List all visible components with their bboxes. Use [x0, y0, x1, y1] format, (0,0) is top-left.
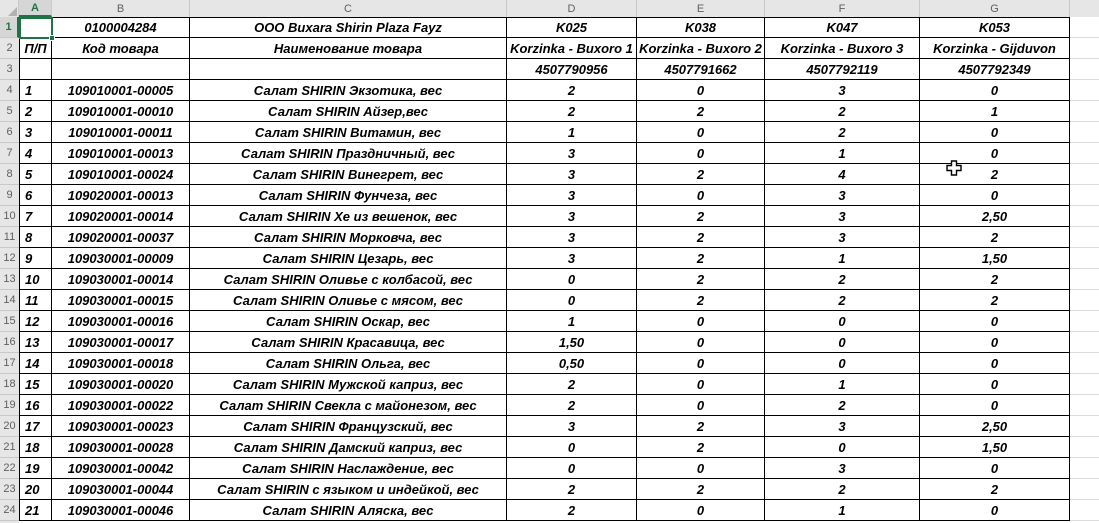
cell-G12[interactable]: 1,50 — [920, 248, 1070, 269]
cell-F24[interactable]: 1 — [765, 500, 920, 521]
cell-E7[interactable]: 0 — [637, 143, 765, 164]
row-header-15[interactable]: 15 — [0, 311, 19, 332]
row-header-17[interactable]: 17 — [0, 353, 19, 374]
cell-C5[interactable]: Салат SHIRIN Айзер,вес — [190, 101, 507, 122]
cell-G4[interactable]: 0 — [920, 80, 1070, 101]
cell-A12[interactable]: 9 — [19, 248, 52, 269]
cell-A10[interactable]: 7 — [19, 206, 52, 227]
cell-C18[interactable]: Салат SHIRIN Мужской каприз, вес — [190, 374, 507, 395]
cell-C19[interactable]: Салат SHIRIN Свекла с майонезом, вес — [190, 395, 507, 416]
cell-A21[interactable]: 18 — [19, 437, 52, 458]
cell-E2[interactable]: Korzinka - Buxoro 2 — [637, 38, 765, 59]
cell-F13[interactable]: 2 — [765, 269, 920, 290]
cell-F6[interactable]: 2 — [765, 122, 920, 143]
cell-G20[interactable]: 2,50 — [920, 416, 1070, 437]
cell-C21[interactable]: Салат SHIRIN Дамский каприз, вес — [190, 437, 507, 458]
cell-B17[interactable]: 109030001-00018 — [52, 353, 190, 374]
cell-G23[interactable]: 2 — [920, 479, 1070, 500]
cell-F8[interactable]: 4 — [765, 164, 920, 185]
cell-G1[interactable]: K053 — [920, 17, 1070, 38]
sheet-row-11 — [0, 227, 1099, 248]
cell-E20[interactable]: 2 — [637, 416, 765, 437]
row-header-9[interactable]: 9 — [0, 185, 19, 206]
cell-G22[interactable]: 0 — [920, 458, 1070, 479]
cell-D21[interactable]: 0 — [507, 437, 637, 458]
cell-D23[interactable]: 2 — [507, 479, 637, 500]
cell-D10[interactable]: 3 — [507, 206, 637, 227]
cell-F21[interactable]: 0 — [765, 437, 920, 458]
sheet-row-13 — [0, 269, 1099, 290]
cell-E13[interactable]: 2 — [637, 269, 765, 290]
sheet-grid — [0, 17, 1099, 523]
cell-F17[interactable]: 0 — [765, 353, 920, 374]
cell-A4[interactable]: 1 — [19, 80, 52, 101]
empty-gridline-area[interactable] — [1070, 101, 1099, 122]
empty-gridline-area[interactable] — [1070, 59, 1099, 80]
cell-A9[interactable]: 6 — [19, 185, 52, 206]
column-header-strip — [0, 0, 1099, 17]
cell-D3[interactable]: 4507790956 — [507, 59, 637, 80]
empty-gridline-area[interactable] — [1070, 227, 1099, 248]
row-header-16[interactable]: 16 — [0, 332, 19, 353]
cell-C20[interactable]: Салат SHIRIN Французский, вес — [190, 416, 507, 437]
column-header-F[interactable]: F — [765, 0, 920, 17]
cell-E14[interactable]: 2 — [637, 290, 765, 311]
cell-F5[interactable]: 2 — [765, 101, 920, 122]
cell-D18[interactable]: 2 — [507, 374, 637, 395]
cell-B1[interactable]: 0100004284 — [52, 17, 190, 38]
row-header-13[interactable]: 13 — [0, 269, 19, 290]
cell-F15[interactable]: 0 — [765, 311, 920, 332]
cell-E10[interactable]: 2 — [637, 206, 765, 227]
cell-G16[interactable]: 0 — [920, 332, 1070, 353]
column-header-B[interactable]: B — [52, 0, 190, 17]
sheet-row-24 — [0, 500, 1099, 521]
cell-B13[interactable]: 109030001-00014 — [52, 269, 190, 290]
cell-B12[interactable]: 109030001-00009 — [52, 248, 190, 269]
cell-D4[interactable]: 2 — [507, 80, 637, 101]
row-header-18[interactable]: 18 — [0, 374, 19, 395]
cell-A6[interactable]: 3 — [19, 122, 52, 143]
cell-C23[interactable]: Салат SHIRIN с языком и индейкой, вес — [190, 479, 507, 500]
cell-E5[interactable]: 2 — [637, 101, 765, 122]
cell-B16[interactable]: 109030001-00017 — [52, 332, 190, 353]
sheet-row-3 — [0, 59, 1099, 80]
row-header-12[interactable]: 12 — [0, 248, 19, 269]
cell-F1[interactable]: K047 — [765, 17, 920, 38]
empty-gridline-area[interactable] — [1070, 164, 1099, 185]
cell-D15[interactable]: 1 — [507, 311, 637, 332]
sheet-row-9 — [0, 185, 1099, 206]
cell-B11[interactable]: 109020001-00037 — [52, 227, 190, 248]
cell-B9[interactable]: 109020001-00013 — [52, 185, 190, 206]
empty-gridline-area[interactable] — [1070, 395, 1099, 416]
sheet-row-17 — [0, 353, 1099, 374]
cell-A11[interactable]: 8 — [19, 227, 52, 248]
sheet-row-15 — [0, 311, 1099, 332]
cell-C17[interactable]: Салат SHIRIN Ольга, вес — [190, 353, 507, 374]
cell-B22[interactable]: 109030001-00042 — [52, 458, 190, 479]
cell-A18[interactable]: 15 — [19, 374, 52, 395]
cell-F22[interactable]: 3 — [765, 458, 920, 479]
row-header-2[interactable]: 2 — [0, 38, 19, 59]
sheet-row-6 — [0, 122, 1099, 143]
cell-D9[interactable]: 3 — [507, 185, 637, 206]
cell-G15[interactable]: 0 — [920, 311, 1070, 332]
cell-B10[interactable]: 109020001-00014 — [52, 206, 190, 227]
row-header-23[interactable]: 23 — [0, 479, 19, 500]
cell-G19[interactable]: 0 — [920, 395, 1070, 416]
empty-gridline-area[interactable] — [1070, 269, 1099, 290]
sheet-row-2 — [0, 38, 1099, 59]
cell-B7[interactable]: 109010001-00013 — [52, 143, 190, 164]
cell-G9[interactable]: 0 — [920, 185, 1070, 206]
cell-C15[interactable]: Салат SHIRIN Оскар, вес — [190, 311, 507, 332]
empty-gridline-area[interactable] — [1070, 332, 1099, 353]
cell-D7[interactable]: 3 — [507, 143, 637, 164]
empty-gridline-area[interactable] — [1070, 38, 1099, 59]
sheet-row-12 — [0, 248, 1099, 269]
cell-C3[interactable] — [190, 59, 507, 80]
cell-F19[interactable]: 2 — [765, 395, 920, 416]
empty-gridline-area[interactable] — [1070, 206, 1099, 227]
cell-A19[interactable]: 16 — [19, 395, 52, 416]
column-header-A[interactable]: A — [19, 0, 52, 17]
cell-A20[interactable]: 17 — [19, 416, 52, 437]
cell-A24[interactable]: 21 — [19, 500, 52, 521]
empty-gridline-area[interactable] — [1070, 374, 1099, 395]
cell-A2[interactable]: П/П — [19, 38, 52, 59]
cell-F2[interactable]: Korzinka - Buxoro 3 — [765, 38, 920, 59]
cell-A16[interactable]: 13 — [19, 332, 52, 353]
select-all-triangle-icon — [8, 7, 17, 16]
row-header-1[interactable]: 1 — [0, 17, 19, 38]
cell-F3[interactable]: 4507792119 — [765, 59, 920, 80]
sheet-row-14 — [0, 290, 1099, 311]
cell-B2[interactable]: Код товара — [52, 38, 190, 59]
empty-gridline-area[interactable] — [1070, 143, 1099, 164]
cell-B8[interactable]: 109010001-00024 — [52, 164, 190, 185]
sheet-row-5 — [0, 101, 1099, 122]
row-header-4[interactable]: 4 — [0, 80, 19, 101]
cell-F7[interactable]: 1 — [765, 143, 920, 164]
cell-G5[interactable]: 1 — [920, 101, 1070, 122]
cell-B3[interactable] — [52, 59, 190, 80]
cell-F23[interactable]: 2 — [765, 479, 920, 500]
cell-C22[interactable]: Салат SHIRIN Наслаждение, вес — [190, 458, 507, 479]
cell-G18[interactable]: 0 — [920, 374, 1070, 395]
cell-C8[interactable]: Салат SHIRIN Винегрет, вес — [190, 164, 507, 185]
cell-D16[interactable]: 1,50 — [507, 332, 637, 353]
empty-gridline-area[interactable] — [1070, 353, 1099, 374]
cell-E11[interactable]: 2 — [637, 227, 765, 248]
cell-G6[interactable]: 0 — [920, 122, 1070, 143]
cell-F18[interactable]: 1 — [765, 374, 920, 395]
cell-B18[interactable]: 109030001-00020 — [52, 374, 190, 395]
cell-G7[interactable]: 0 — [920, 143, 1070, 164]
cell-B6[interactable]: 109010001-00011 — [52, 122, 190, 143]
cell-E12[interactable]: 2 — [637, 248, 765, 269]
cell-G11[interactable]: 2 — [920, 227, 1070, 248]
cell-D24[interactable]: 2 — [507, 500, 637, 521]
cell-A15[interactable]: 12 — [19, 311, 52, 332]
cell-D19[interactable]: 2 — [507, 395, 637, 416]
sheet-row-18 — [0, 374, 1099, 395]
sheet-row-16 — [0, 332, 1099, 353]
cell-E8[interactable]: 2 — [637, 164, 765, 185]
cell-C4[interactable]: Салат SHIRIN Экзотика, вес — [190, 80, 507, 101]
cell-C6[interactable]: Салат SHIRIN Витамин, вес — [190, 122, 507, 143]
empty-gridline-area[interactable] — [1070, 458, 1099, 479]
cell-A3[interactable] — [19, 59, 52, 80]
empty-gridline-area[interactable] — [1070, 80, 1099, 101]
sheet-row-1 — [0, 17, 1099, 38]
cell-B19[interactable]: 109030001-00022 — [52, 395, 190, 416]
cell-E18[interactable]: 0 — [637, 374, 765, 395]
cell-C1[interactable]: OOO Buxara Shirin Plaza Fayz — [190, 17, 507, 38]
cell-B15[interactable]: 109030001-00016 — [52, 311, 190, 332]
empty-gridline-area[interactable] — [1070, 479, 1099, 500]
select-all-button[interactable] — [0, 0, 19, 17]
sheet-row-19 — [0, 395, 1099, 416]
sheet-row-21 — [0, 437, 1099, 458]
cell-E9[interactable]: 0 — [637, 185, 765, 206]
row-header-20[interactable]: 20 — [0, 416, 19, 437]
sheet-row-10 — [0, 206, 1099, 227]
cell-D11[interactable]: 3 — [507, 227, 637, 248]
cell-E21[interactable]: 2 — [637, 437, 765, 458]
cell-A22[interactable]: 19 — [19, 458, 52, 479]
cell-F20[interactable]: 3 — [765, 416, 920, 437]
cell-C12[interactable]: Салат SHIRIN Цезарь, вес — [190, 248, 507, 269]
cell-A7[interactable]: 4 — [19, 143, 52, 164]
empty-gridline-area[interactable] — [1070, 311, 1099, 332]
cell-A14[interactable]: 11 — [19, 290, 52, 311]
cell-F12[interactable]: 1 — [765, 248, 920, 269]
row-header-22[interactable]: 22 — [0, 458, 19, 479]
cell-B14[interactable]: 109030001-00015 — [52, 290, 190, 311]
sheet-row-7 — [0, 143, 1099, 164]
cell-F10[interactable]: 3 — [765, 206, 920, 227]
cell-C24[interactable]: Салат SHIRIN Аляска, вес — [190, 500, 507, 521]
cell-E4[interactable]: 0 — [637, 80, 765, 101]
cell-C16[interactable]: Салат SHIRIN Красавица, вес — [190, 332, 507, 353]
cell-A8[interactable]: 5 — [19, 164, 52, 185]
empty-gridline-area[interactable] — [1070, 17, 1099, 38]
cell-G2[interactable]: Korzinka - Gijduvon — [920, 38, 1070, 59]
row-header-6[interactable]: 6 — [0, 122, 19, 143]
cell-G10[interactable]: 2,50 — [920, 206, 1070, 227]
cell-D1[interactable]: K025 — [507, 17, 637, 38]
row-header-21[interactable]: 21 — [0, 437, 19, 458]
cell-D17[interactable]: 0,50 — [507, 353, 637, 374]
row-header-7[interactable]: 7 — [0, 143, 19, 164]
cell-G21[interactable]: 1,50 — [920, 437, 1070, 458]
cell-C10[interactable]: Салат SHIRIN Хе из вешенок, вес — [190, 206, 507, 227]
sheet-row-4 — [0, 80, 1099, 101]
row-header-11[interactable]: 11 — [0, 227, 19, 248]
cell-G24[interactable]: 0 — [920, 500, 1070, 521]
empty-gridline-area[interactable] — [1070, 437, 1099, 458]
cell-D12[interactable]: 3 — [507, 248, 637, 269]
sheet-row-22 — [0, 458, 1099, 479]
cell-G13[interactable]: 2 — [920, 269, 1070, 290]
empty-gridline-area[interactable] — [1070, 185, 1099, 206]
cell-D5[interactable]: 2 — [507, 101, 637, 122]
empty-gridline-area[interactable] — [1070, 248, 1099, 269]
cell-D2[interactable]: Korzinka - Buxoro 1 — [507, 38, 637, 59]
column-header-C[interactable]: C — [190, 0, 507, 17]
cell-E16[interactable]: 0 — [637, 332, 765, 353]
cell-D14[interactable]: 0 — [507, 290, 637, 311]
column-header-E[interactable]: E — [637, 0, 765, 17]
empty-gridline-area[interactable] — [1070, 500, 1099, 521]
row-header-8[interactable]: 8 — [0, 164, 19, 185]
cell-F4[interactable]: 3 — [765, 80, 920, 101]
cell-G17[interactable]: 0 — [920, 353, 1070, 374]
cell-E3[interactable]: 4507791662 — [637, 59, 765, 80]
cell-C14[interactable]: Салат SHIRIN Оливье с мясом, вес — [190, 290, 507, 311]
cell-A5[interactable]: 2 — [19, 101, 52, 122]
cell-C9[interactable]: Салат SHIRIN Фунчеза, вес — [190, 185, 507, 206]
row-header-19[interactable]: 19 — [0, 395, 19, 416]
cell-E1[interactable]: K038 — [637, 17, 765, 38]
cell-B24[interactable]: 109030001-00046 — [52, 500, 190, 521]
cell-E19[interactable]: 0 — [637, 395, 765, 416]
column-header-G[interactable]: G — [920, 0, 1070, 17]
cell-F14[interactable]: 2 — [765, 290, 920, 311]
cell-B20[interactable]: 109030001-00023 — [52, 416, 190, 437]
cell-G3[interactable]: 4507792349 — [920, 59, 1070, 80]
cell-E24[interactable]: 0 — [637, 500, 765, 521]
row-header-10[interactable]: 10 — [0, 206, 19, 227]
row-header-3[interactable]: 3 — [0, 59, 19, 80]
column-header-partial — [1070, 0, 1099, 17]
cell-B5[interactable]: 109010001-00010 — [52, 101, 190, 122]
cell-B4[interactable]: 109010001-00005 — [52, 80, 190, 101]
cell-A13[interactable]: 10 — [19, 269, 52, 290]
cell-D22[interactable]: 0 — [507, 458, 637, 479]
row-header-24[interactable]: 24 — [0, 500, 19, 521]
cell-E17[interactable]: 0 — [637, 353, 765, 374]
empty-gridline-area[interactable] — [1070, 416, 1099, 437]
sheet-row-20 — [0, 416, 1099, 437]
empty-gridline-area[interactable] — [1070, 290, 1099, 311]
cell-A17[interactable]: 14 — [19, 353, 52, 374]
cell-E15[interactable]: 0 — [637, 311, 765, 332]
cell-C13[interactable]: Салат SHIRIN Оливье с колбасой, вес — [190, 269, 507, 290]
cell-C2[interactable]: Наименование товара — [190, 38, 507, 59]
cell-G14[interactable]: 2 — [920, 290, 1070, 311]
cell-C7[interactable]: Салат SHIRIN Праздничный, вес — [190, 143, 507, 164]
cell-F16[interactable]: 0 — [765, 332, 920, 353]
cell-E23[interactable]: 2 — [637, 479, 765, 500]
cell-B21[interactable]: 109030001-00028 — [52, 437, 190, 458]
row-header-5[interactable]: 5 — [0, 101, 19, 122]
cell-F9[interactable]: 3 — [765, 185, 920, 206]
cell-G8[interactable]: 2 — [920, 164, 1070, 185]
empty-gridline-area[interactable] — [1070, 122, 1099, 143]
cell-C11[interactable]: Салат SHIRIN Морковча, вес — [190, 227, 507, 248]
sheet-row-8 — [0, 164, 1099, 185]
cell-B23[interactable]: 109030001-00044 — [52, 479, 190, 500]
cell-D13[interactable]: 0 — [507, 269, 637, 290]
sheet-row-23 — [0, 479, 1099, 500]
column-header-D[interactable]: D — [507, 0, 637, 17]
cell-D6[interactable]: 1 — [507, 122, 637, 143]
cell-A23[interactable]: 20 — [19, 479, 52, 500]
cell-D20[interactable]: 3 — [507, 416, 637, 437]
cell-E6[interactable]: 0 — [637, 122, 765, 143]
row-header-14[interactable]: 14 — [0, 290, 19, 311]
cell-E22[interactable]: 0 — [637, 458, 765, 479]
cell-D8[interactable]: 3 — [507, 164, 637, 185]
cell-A1[interactable] — [19, 17, 52, 38]
cell-F11[interactable]: 3 — [765, 227, 920, 248]
